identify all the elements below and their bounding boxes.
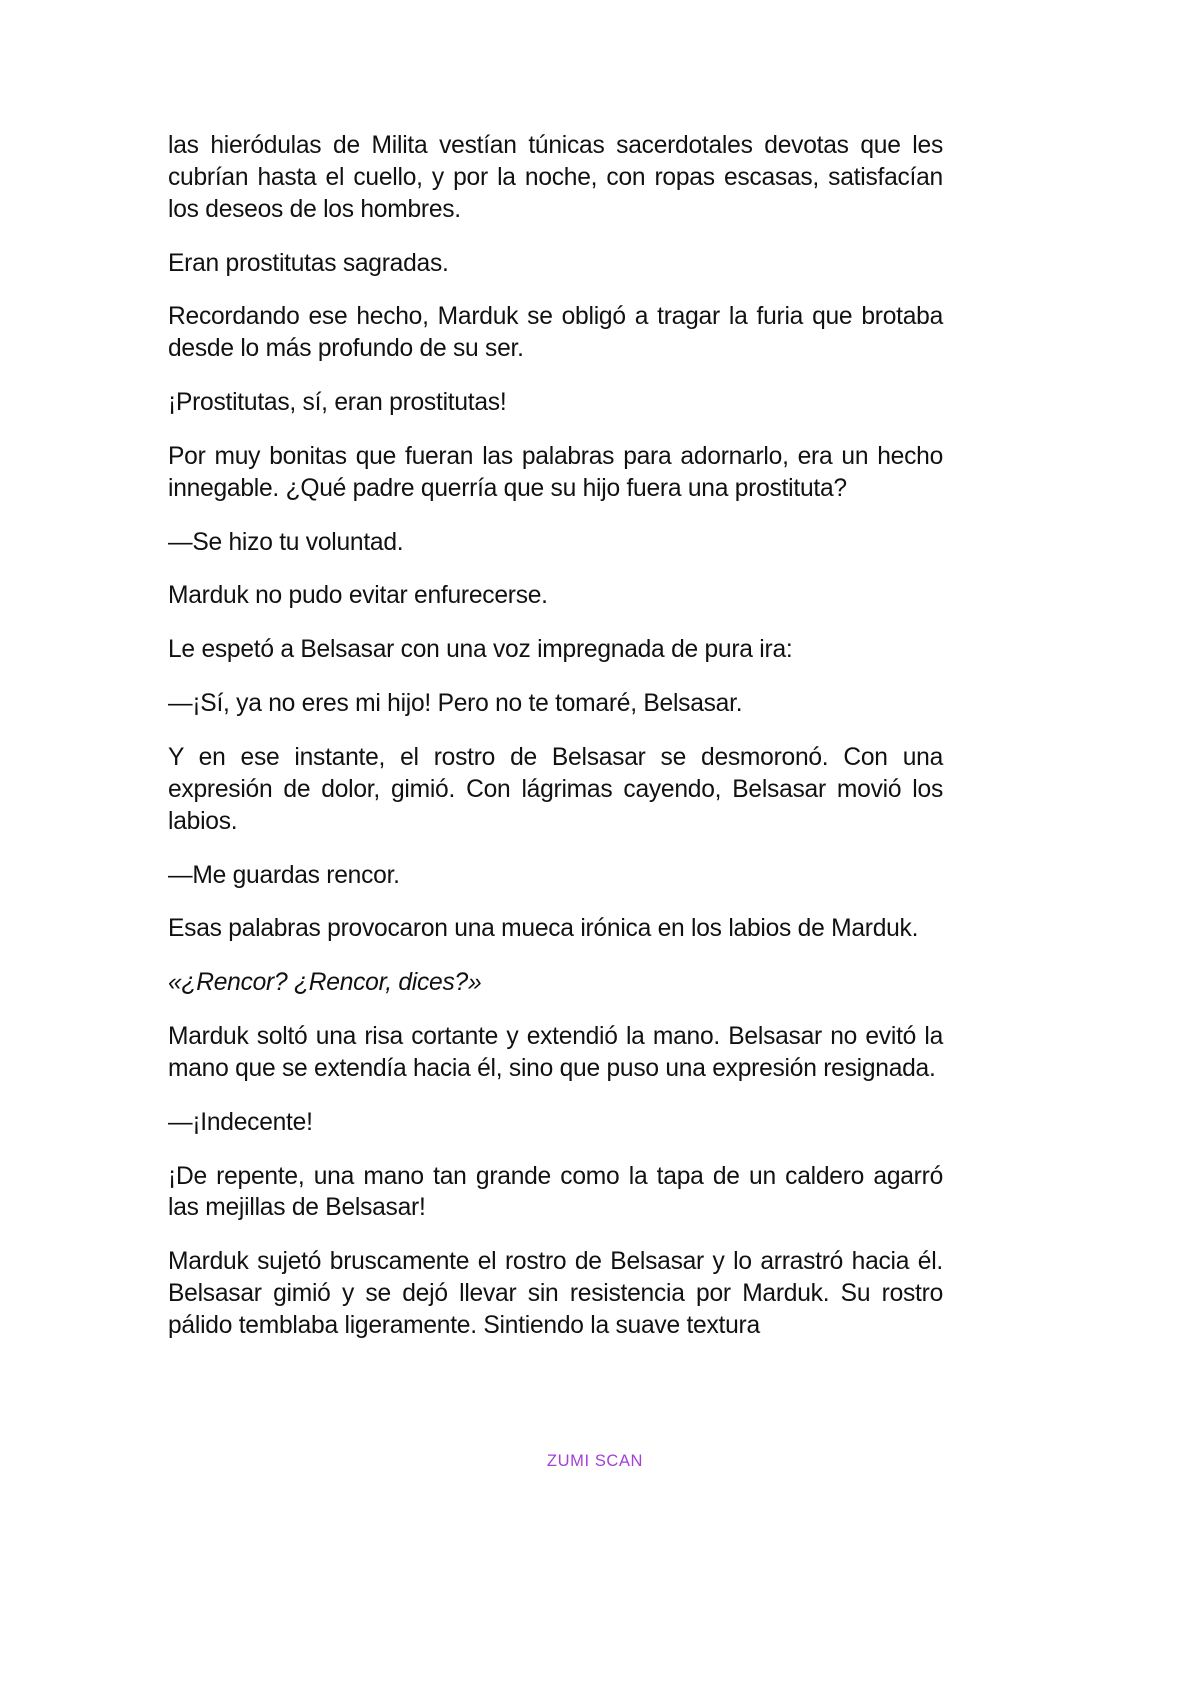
paragraph-14: Marduk soltó una risa cortante y extendió la mano. Belsasar no evitó la mano que se extendía hacia él, sino que puso una expresión resignada. [168,1023,943,1082]
paragraph-7: Marduk no pudo evitar enfurecerse. [168,582,548,610]
paragraph-17: Marduk sujetó bruscamente el rostro de Belsasar y lo arrastró hacia él. Belsasar gimió y se dejó llevar sin resistencia por Marduk. Su rostro pálido temblaba ligeramente. Sintiendo la suave textura [168,1248,943,1339]
paragraph-10: Y en ese instante, el rostro de Belsasar se desmoronó. Con una expresión de dolor, gimió. Con lágrimas cayendo, Belsasar movió los labios. [168,743,943,835]
paragraph-11-dialogue: —Me guardas rencor. [168,861,400,889]
paragraph-12: Esas palabras provocaron una mueca irónica en los labios de Marduk. [168,915,919,943]
scan-watermark: ZUMI SCAN [546,1452,644,1470]
paragraph-5: Por muy bonitas que fueran las palabras para adornarlo, era un hecho innegable. ¿Qué padre querría que su hijo fuera una prostituta? [168,442,943,502]
paragraph-16: ¡De repente, una mano tan grande como la tapa de un caldero agarró las mejillas de Belsasar! [168,1162,943,1222]
paragraph-15-dialogue: —¡Indecente! [168,1108,313,1136]
paragraph-1: las hieródulas de Milita vestían túnicas sacerdotales devotas que les cubrían hasta el cuello, y por la noche, con ropas escasas, satisfacían los deseos de los hombres. [168,132,943,223]
paragraph-6-dialogue: —Se hizo tu voluntad. [168,528,404,556]
paragraph-13-inner-thought: «¿Rencor? ¿Rencor, dices?» [168,969,482,997]
paragraph-4: ¡Prostitutas, sí, eran prostitutas! [168,389,507,417]
page-text-body [168,130,943,1342]
paragraph-2: Eran prostitutas sagradas. [168,249,449,277]
paragraph-9-dialogue: —¡Sí, ya no eres mi hijo! Pero no te tomaré, Belsasar. [168,690,743,718]
paragraph-3: Recordando ese hecho, Marduk se obligó a tragar la furia que brotaba desde lo más profundo de su ser. [168,303,943,363]
paragraph-8: Le espetó a Belsasar con una voz impregnada de pura ira: [168,636,793,664]
